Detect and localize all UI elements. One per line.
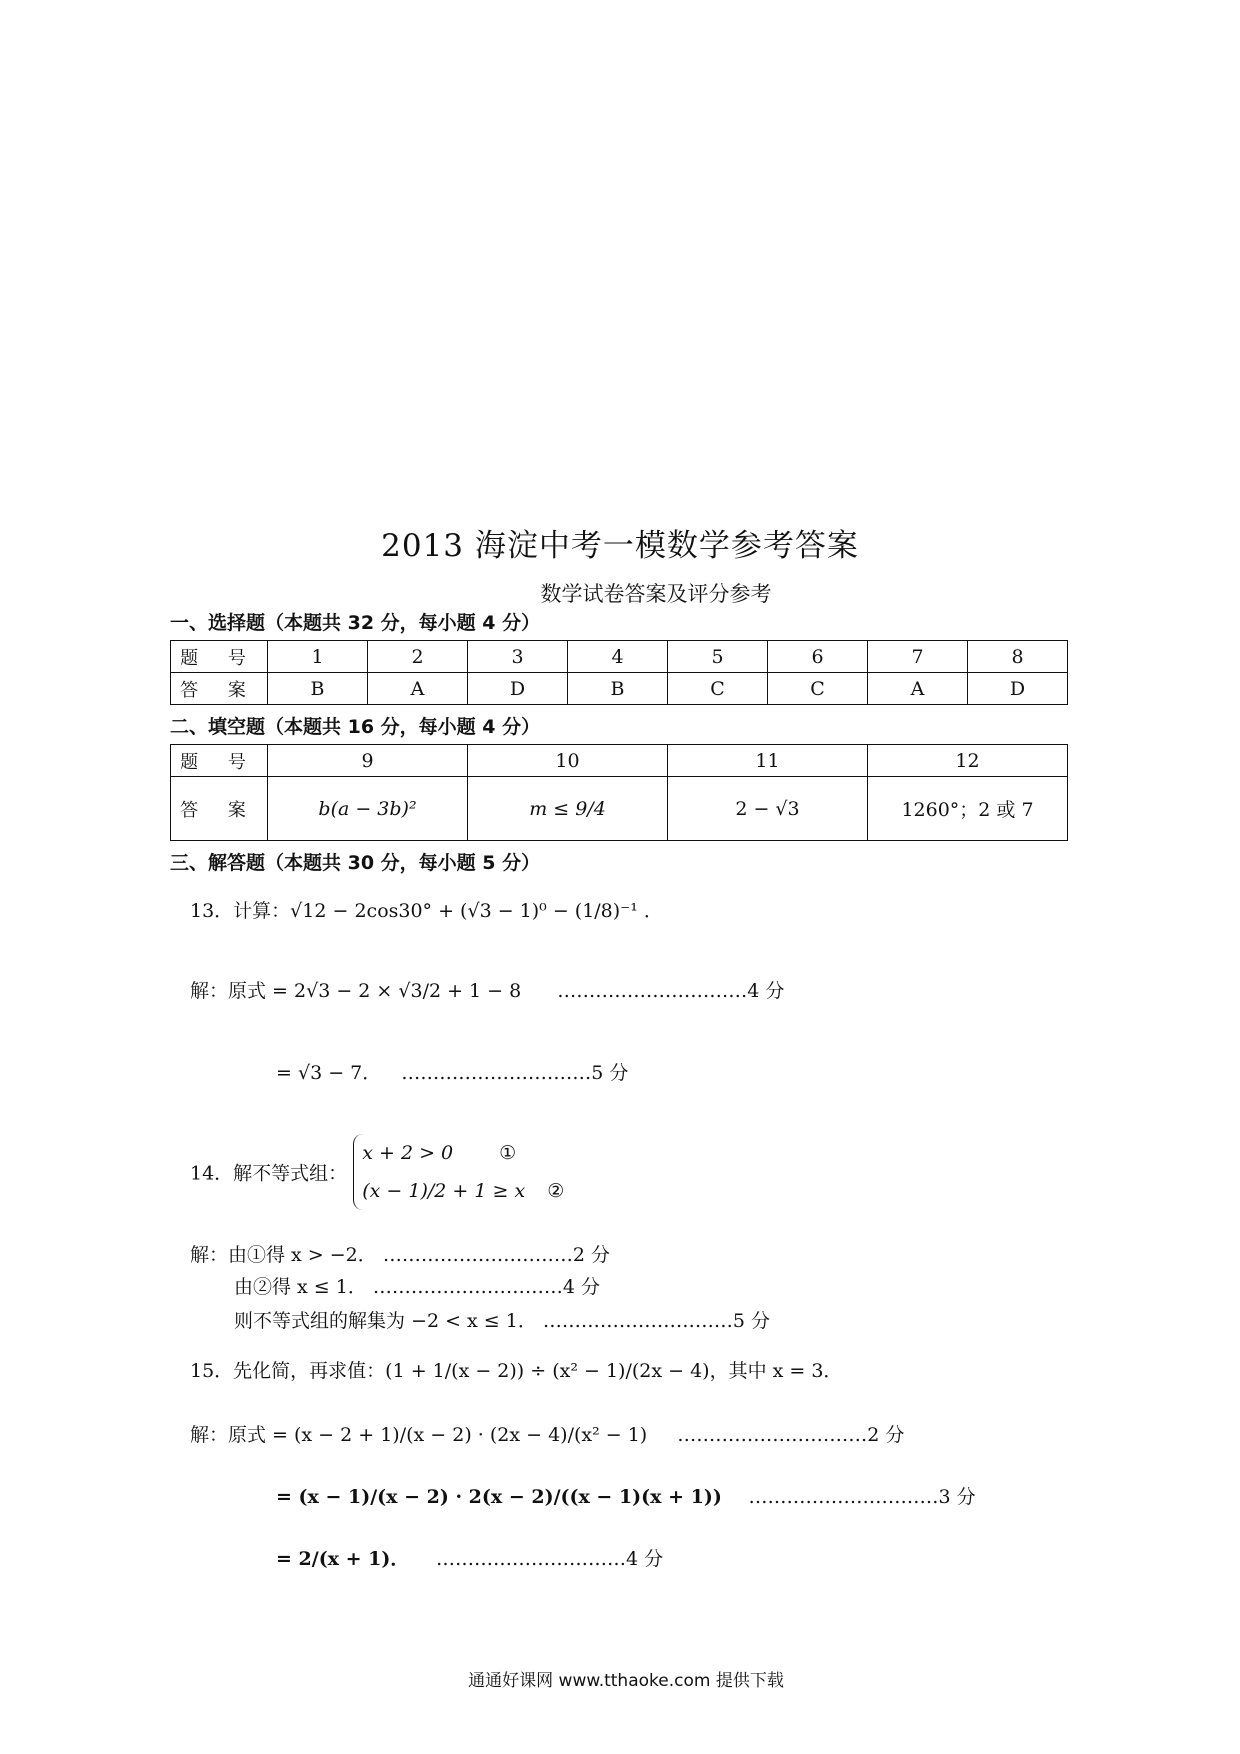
q13-step-1-score: …………………………4 分 xyxy=(557,980,785,1002)
q14-step-3-score: …………………………5 分 xyxy=(542,1310,771,1332)
question-number: 3 xyxy=(468,641,568,673)
question-number: 6 xyxy=(768,641,868,673)
answer-cell: B xyxy=(568,673,668,705)
answer-cell: C xyxy=(668,673,768,705)
q14-step-3-text: 则不等式组的解集为 −2 < x ≤ 1． xyxy=(234,1310,537,1332)
footer-credit: 通通好课网 www.tthaoke.com 提供下载 xyxy=(468,1671,784,1691)
q15-step-1-text: 解：原式 = (x − 2 + 1)/(x − 2) · (2x − 4)/(x² − 1) xyxy=(190,1424,648,1446)
table-row xyxy=(171,745,1068,777)
q14-step-3 xyxy=(234,1306,770,1333)
section-1-heading: 一、选择题（本题共 32 分，每小题 4 分） xyxy=(170,612,541,634)
question-number: 12 xyxy=(868,745,1068,777)
q13-step-2-score: …………………………5 分 xyxy=(401,1062,629,1084)
page-subtitle: 数学试卷答案及评分参考 xyxy=(540,582,772,606)
table-row xyxy=(171,673,1068,705)
answer-cell: b(a − 3b)² xyxy=(268,777,468,841)
q13-step-2-text: = √3 − 7． xyxy=(276,1062,382,1084)
q15-step-1 xyxy=(190,1420,904,1447)
inequality-1-mark: ① xyxy=(499,1142,517,1164)
answer-cell: 1260°；2 或 7 xyxy=(868,777,1068,841)
q15-prompt: 15．先化简，再求值：(1 + 1/(x − 2)) ÷ (x² − 1)/(2x − 4)，其中 x = 3． xyxy=(190,1360,843,1382)
question-number: 9 xyxy=(268,745,468,777)
row-label-question: 题 号 xyxy=(171,641,268,673)
question-number: 2 xyxy=(368,641,468,673)
row-label-answer: 答 案 xyxy=(171,777,268,841)
q14-step-1-text: 解：由①得 x > −2． xyxy=(190,1244,377,1266)
row-label-answer: 答 案 xyxy=(171,673,268,705)
question-number: 5 xyxy=(668,641,768,673)
answer-cell: C xyxy=(768,673,868,705)
question-number: 1 xyxy=(268,641,368,673)
answer-cell: B xyxy=(268,673,368,705)
inequality-2 xyxy=(362,1172,564,1210)
table-row xyxy=(171,777,1068,841)
section-3-heading: 三、解答题（本题共 30 分，每小题 5 分） xyxy=(170,852,541,874)
answer-cell: D xyxy=(968,673,1068,705)
answer-cell: 2 − √3 xyxy=(668,777,868,841)
q14-prompt: 14．解不等式组： xyxy=(190,1162,348,1185)
question-number: 4 xyxy=(568,641,668,673)
page-title: 2013 海淀中考一模数学参考答案 xyxy=(381,528,859,564)
choice-answer-table xyxy=(170,640,1068,705)
q13-step-2 xyxy=(276,1058,628,1085)
inequality-1-text: x + 2 > 0 xyxy=(362,1142,454,1164)
answer-cell: A xyxy=(368,673,468,705)
q13-step-1-text: 解：原式 = 2√3 − 2 × √3/2 + 1 − 8 xyxy=(190,980,522,1002)
answer-cell: m ≤ 9/4 xyxy=(468,777,668,841)
q15-step-1-score: …………………………2 分 xyxy=(677,1424,905,1446)
row-label-question: 题 号 xyxy=(171,745,268,777)
q15-step-3 xyxy=(276,1544,663,1571)
q14-step-2-text: 由②得 x ≤ 1． xyxy=(234,1276,367,1298)
inequality-1 xyxy=(362,1134,564,1172)
q15-step-2-text: = (x − 1)/(x − 2) · 2(x − 2)/((x − 1)(x + 1)) xyxy=(276,1486,722,1508)
question-number: 10 xyxy=(468,745,668,777)
section-2-heading: 二、填空题（本题共 16 分，每小题 4 分） xyxy=(170,716,541,738)
q14-step-2-score: …………………………4 分 xyxy=(372,1276,601,1298)
fill-blank-answer-table xyxy=(170,744,1068,841)
q14-step-1 xyxy=(190,1240,610,1267)
question-number: 8 xyxy=(968,641,1068,673)
q15-step-3-text: = 2/(x + 1)． xyxy=(276,1548,410,1570)
q15-step-2-score: …………………………3 分 xyxy=(748,1486,976,1508)
answer-cell: A xyxy=(868,673,968,705)
q14-step-2 xyxy=(234,1272,600,1299)
q13-prompt: 13．计算：√12 − 2cos30° + (√3 − 1)⁰ − (1/8)⁻¹ ． xyxy=(190,900,663,922)
question-number: 7 xyxy=(868,641,968,673)
question-number: 11 xyxy=(668,745,868,777)
inequality-2-mark: ② xyxy=(547,1180,565,1202)
inequality-system xyxy=(353,1134,564,1210)
answer-cell: D xyxy=(468,673,568,705)
q14-step-1-score: …………………………2 分 xyxy=(382,1244,610,1266)
table-row xyxy=(171,641,1068,673)
q15-step-2 xyxy=(276,1482,976,1509)
q14-prompt-block xyxy=(190,1134,564,1210)
inequality-2-text: (x − 1)/2 + 1 ≥ x xyxy=(362,1180,526,1202)
q15-step-3-score: …………………………4 分 xyxy=(436,1548,664,1570)
q13-step-1 xyxy=(190,976,784,1003)
